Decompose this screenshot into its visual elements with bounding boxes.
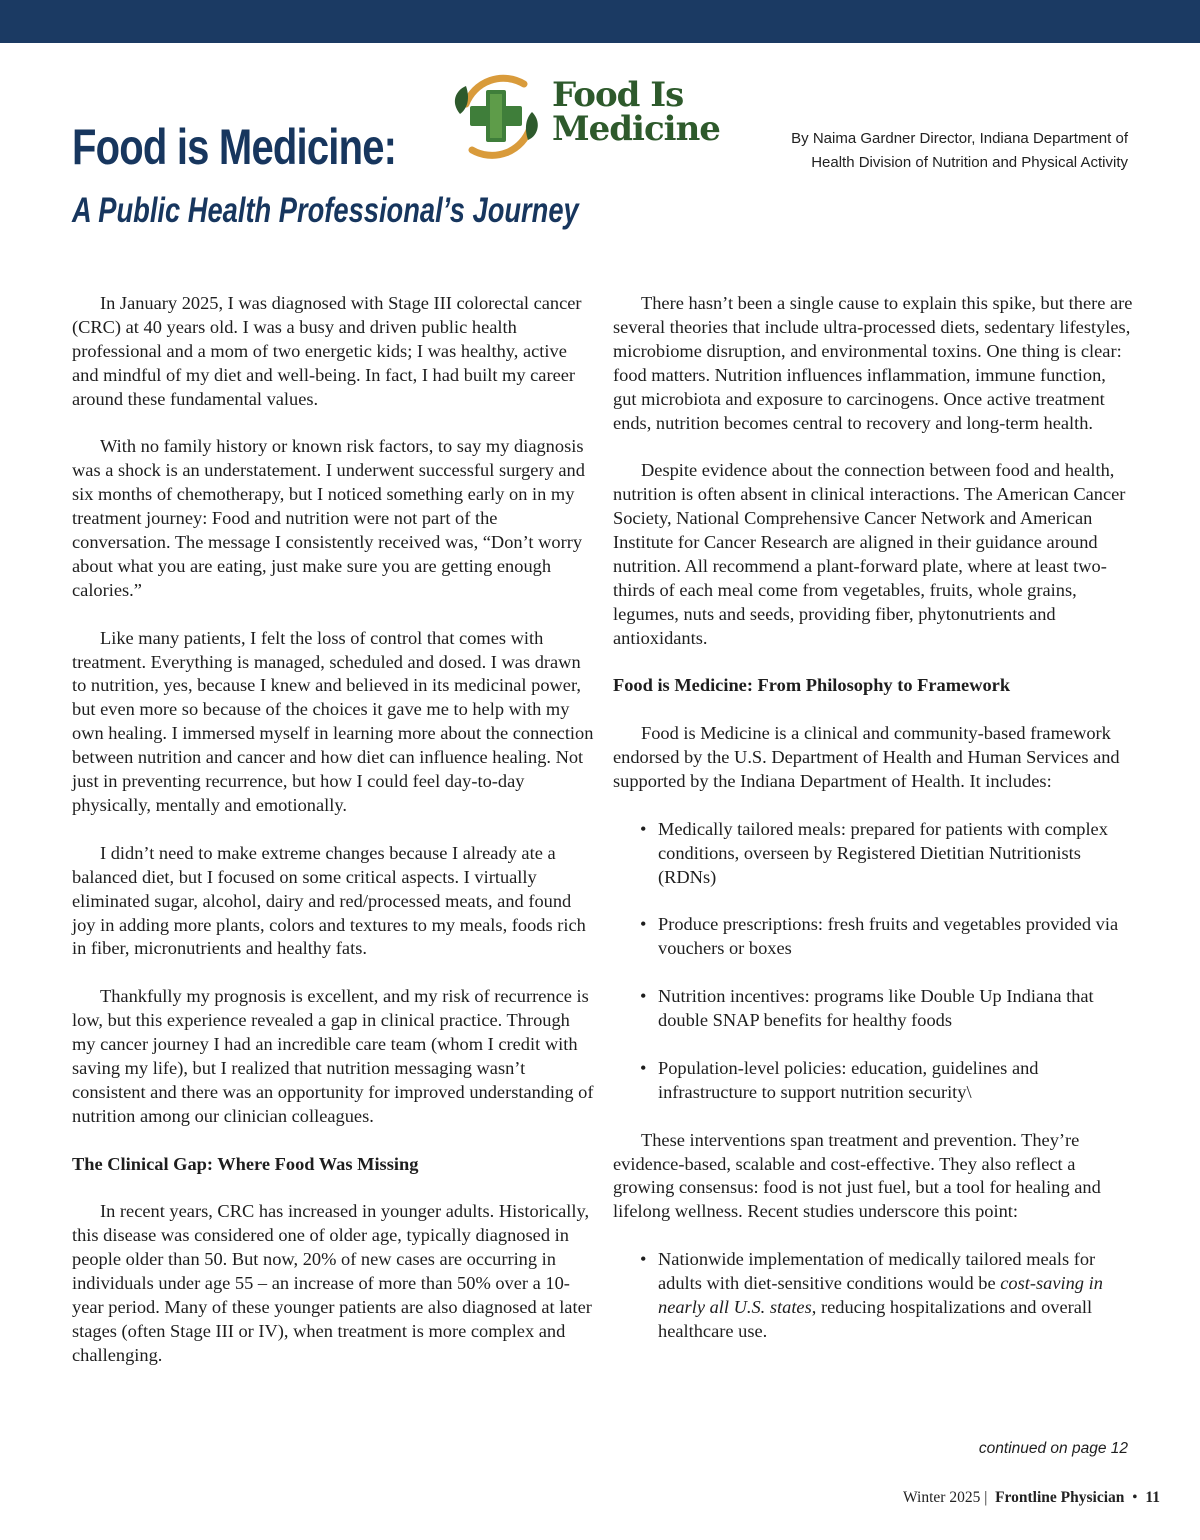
paragraph: Like many patients, I felt the loss of control that comes with treatment. Everything is managed, scheduled and dosed. I was drawn to nutrition, yes, because I knew and believed in its medicinal power, but even more so because of the choices it gave me to help with my own healing. I immersed myself in learning more about the connection between nutrition and cancer and how diet can influence healing. Not just in preventing recurrence, but how I could feel day-to-day physically, mentally and emotionally. — [72, 627, 594, 815]
article-subtitle: A Public Health Professional’s Journey — [72, 191, 579, 230]
paragraph: Food is Medicine is a clinical and community-based framework endorsed by the U.S. Department of Health and Human Services and supported by the Indiana Department of Health. It includes: — [613, 723, 1120, 792]
paragraph: Despite evidence about the connection between food and health, nutrition is often absent in clinical interactions. The American Cancer Society, National Comprehensive Cancer Network and American Institute for Cancer Research are aligned in their guidance around nutrition. All recommend a plant-forward plate, where at least two-thirds of each meal come from vegetables, fruits, whole grains, legumes, nuts and seeds, providing fiber, phytonutrients and antioxidants. — [613, 460, 1126, 648]
paragraph: In recent years, CRC has increased in younger adults. Historically, this disease was considered one of older age, typically diagnosed in people older than 50. But now, 20% of new cases are occurring in individuals under age 55 – an increase of more than 50% over a 10-year period. Many of these younger patients are also diagnosed at later stages (often Stage III or IV), when treatment is more complex and challenging. — [72, 1201, 592, 1365]
logo-wordmark: Food Is Medicine — [552, 75, 720, 149]
page-footer: Winter 2025 | Frontline Physician • 11 — [903, 1489, 1160, 1506]
bullet-list — [613, 1248, 1133, 1344]
page-number: 11 — [1145, 1489, 1160, 1506]
publication-name: Frontline Physician — [995, 1489, 1125, 1506]
continued-note: continued on page 12 — [978, 1440, 1128, 1457]
food-is-medicine-logo — [446, 66, 736, 166]
list-item: • Medically tailored meals: prepared for patients with complex conditions, overseen by Registered Dietitian Nutritionists (RDNs) — [658, 818, 1133, 890]
paragraph: With no family history or known risk factors, to say my diagnosis was a shock is an understatement. I underwent successful surgery and six months of chemotherapy, but I noticed something early on in my treatment journey: Food and nutrition were not part of the conversation. The message I consistently received was, “Don’t worry about what you are eating, just make sure you are getting enough calories.” — [72, 436, 585, 600]
paragraph: I didn’t need to make extreme changes because I already ate a balanced diet, but I focused on some critical aspects. I virtually eliminated sugar, alcohol, dairy and red/processed meats, and found joy in adding more plants, colors and textures to my meals, foods rich in fiber, micronutrients and healthy fats. — [72, 842, 586, 959]
paragraph: In January 2025, I was diagnosed with Stage III colorectal cancer (CRC) at 40 years old. I was a busy and driven public health professional and a mom of two energetic kids; I was healthy, active and mindful of my diet and well-being. In fact, I had built my career around these fundamental values. — [72, 293, 582, 409]
list-item: • Population-level policies: education, guidelines and infrastructure to support nutrition security\ — [658, 1057, 1133, 1105]
left-column — [72, 292, 594, 1392]
section-heading: Food is Medicine: From Philosophy to Framework — [613, 675, 1011, 696]
medical-cross-icon — [446, 66, 546, 166]
author-byline: By Naima Gardner Director, Indiana Department of Health Division of Nutrition and Physical Activity — [791, 130, 1128, 171]
list-item: • Nutrition incentives: programs like Double Up Indiana that double SNAP benefits for healthy foods — [658, 985, 1133, 1033]
bullet-list — [613, 818, 1133, 1105]
paragraph: Thankfully my prognosis is excellent, and my risk of recurrence is low, but this experience revealed a gap in clinical practice. Through my cancer journey I had an incredible care team (whom I credit with saving my life), but I realized that nutrition messaging wasn’t consistent and there was an opportunity for improved understanding of nutrition among our clinician colleagues. — [72, 986, 594, 1126]
list-item: • Produce prescriptions: fresh fruits and vegetables provided via vouchers or boxes — [658, 913, 1133, 961]
section-heading: The Clinical Gap: Where Food Was Missing — [72, 1153, 419, 1174]
paragraph: There hasn’t been a single cause to explain this spike, but there are several theories that include ultra-processed diets, sedentary lifestyles, microbiome disruption, and environmental toxins. One thing is clear: food matters. Nutrition influences inflammation, immune function, gut microbiota and exposure to carcinogens. Once active treatment ends, nutrition becomes central to recovery and long-term health. — [613, 293, 1133, 433]
article-title: Food is Medicine: — [72, 119, 397, 175]
right-column — [613, 292, 1133, 1368]
issue-label: Winter 2025 — [903, 1489, 981, 1506]
paragraph: These interventions span treatment and prevention. They’re evidence-based, scalable and cost-effective. They also reflect a growing consensus: food is not just fuel, but a tool for healing and lifelong wellness. Recent studies underscore this point: — [613, 1129, 1101, 1222]
list-item: • Nationwide implementation of medically tailored meals for adults with diet-sensitive conditions would be cost-saving in nearly all U.S. states, reducing hospitalizations and overall healthcare use. — [658, 1248, 1133, 1344]
top-banner — [0, 0, 1200, 43]
